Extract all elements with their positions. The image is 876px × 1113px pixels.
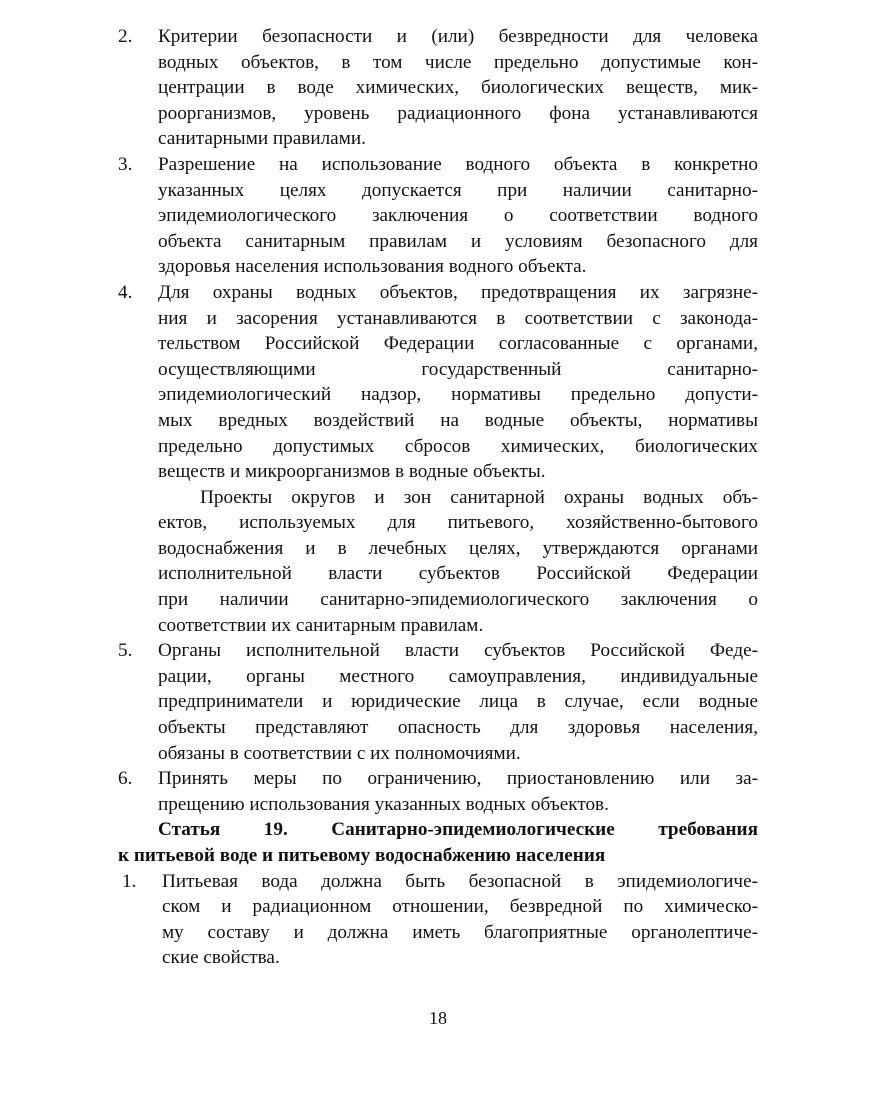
text-line: водных объектов, в том числе предельно допустимые кон- <box>158 51 758 73</box>
list-item-number: 4. <box>118 281 133 303</box>
text-line: здоровья населения использования водного объекта. <box>158 256 587 278</box>
text-line: объекты представляют опасность для здоровья населения, <box>158 717 758 739</box>
text-line: осуществляющими государственный санитарно- <box>158 358 758 380</box>
paragraph-line: соответствии их санитарным правилам. <box>158 614 484 636</box>
text-line: объекта санитарным правилам и условиям безопасного для <box>158 230 758 252</box>
list-item-text <box>158 638 758 766</box>
list-item-text <box>158 152 758 280</box>
list-item-6 <box>118 766 758 817</box>
list-item-5 <box>118 638 758 766</box>
text-line: прещению использования указанных водных объектов. <box>158 793 609 815</box>
list-item-number: 2. <box>118 26 133 47</box>
text-line: ния и засорения устанавливаются в соответствии с законода- <box>158 307 758 329</box>
text-line: предельно допустимых сбросов химических, биологических <box>158 435 758 457</box>
text-line: мых вредных воздействий на водные объекты, нормативы <box>158 409 758 431</box>
paragraph-line: ектов, используемых для питьевого, хозяйственно-бытового <box>158 512 758 534</box>
list-item-text <box>162 869 758 971</box>
paragraph-line: исполнительной власти субъектов Российской Федерации <box>158 563 758 585</box>
text-line: тельством Российской Федерации согласованные с органами, <box>158 333 758 355</box>
list-item-number: 3. <box>118 153 133 175</box>
paragraph-line: при наличии санитарно-эпидемиологического заключения о <box>158 589 758 611</box>
text-line: предприниматели и юридические лица в случае, если водные <box>158 691 758 713</box>
list-item-text <box>158 280 758 638</box>
text-line: рации, органы местного самоуправления, индивидуальные <box>158 665 758 687</box>
list-item-3 <box>118 152 758 280</box>
text-line: Разрешение на использование водного объекта в конкретно <box>158 153 758 175</box>
text-line: Для охраны водных объектов, предотвращения их загрязне- <box>158 281 758 303</box>
list-item-2 <box>118 24 758 152</box>
text-line: му составу и должна иметь благоприятные органолептиче- <box>162 921 758 943</box>
article-heading <box>118 817 758 868</box>
text-line: эпидемиологического заключения о соответствии водного <box>158 205 758 227</box>
text-line: санитарными правилами. <box>158 128 366 150</box>
text-line: ские свойства. <box>162 947 280 969</box>
text-line: эпидемиологический надзор, нормативы предельно допусти- <box>158 384 758 406</box>
text-line: Критерии безопасности и (или) безвредности для человека <box>158 26 758 47</box>
list-item-text <box>158 766 758 817</box>
text-line: Органы исполнительной власти субъектов Российской Феде- <box>158 640 758 662</box>
list-item-number: 1. <box>122 870 137 892</box>
text-line: центрации в воде химических, биологических веществ, мик- <box>158 77 758 99</box>
list-item-4 <box>118 280 758 638</box>
list-item-number: 6. <box>118 768 133 790</box>
article-heading-line: Статья 19. Санитарно-эпидемиологические требования <box>158 819 758 841</box>
article-heading-line: к питьевой воде и питьевому водоснабжению населения <box>118 845 606 866</box>
text-line: обязаны в соответствии с их полномочиями. <box>158 742 521 764</box>
text-line: веществ и микроорганизмов в водные объекты. <box>158 461 546 483</box>
text-line: указанных целях допускается при наличии санитарно- <box>158 179 758 201</box>
text-line: Принять меры по ограничению, приостановлению или за- <box>158 768 758 790</box>
text-line: ском и радиационном отношении, безвредной по химическо- <box>162 896 758 918</box>
list-item-text <box>158 24 758 152</box>
paragraph-line: водоснабжения и в лечебных целях, утверждаются органами <box>158 537 758 559</box>
page-content <box>118 24 758 971</box>
text-line: Питьевая вода должна быть безопасной в эпидемиологиче- <box>162 870 758 892</box>
article-list-item-1 <box>118 869 758 971</box>
page-number: 18 <box>429 1008 447 1028</box>
list-item-number: 5. <box>118 640 133 662</box>
paragraph-line: Проекты округов и зон санитарной охраны водных объ- <box>200 486 758 508</box>
text-line: роорганизмов, уровень радиационного фона устанавливаются <box>158 102 758 124</box>
